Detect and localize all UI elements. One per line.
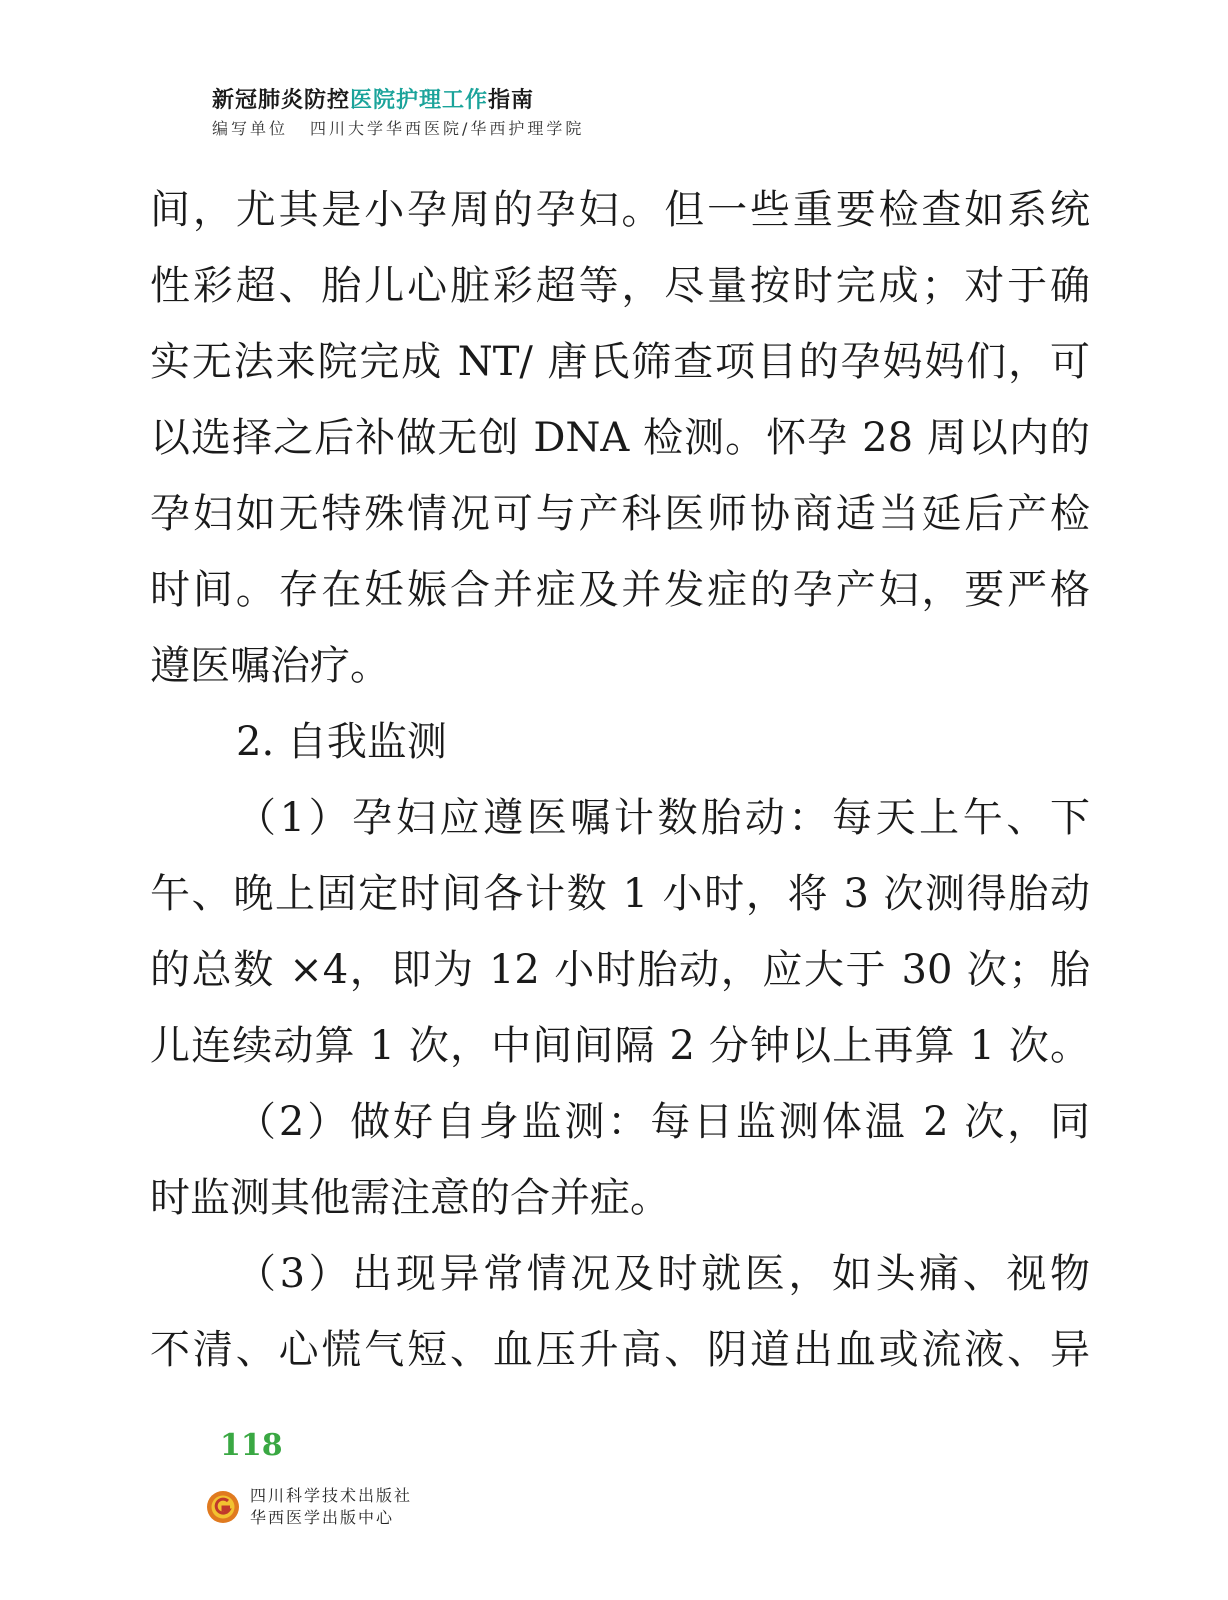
section-heading: 2. 自我监测 (236, 719, 447, 765)
text-line: 不清、心慌气短、血压升高、阴道出血或流液、异 (150, 1327, 1090, 1373)
text-line: 性彩超、胎儿心脏彩超等，尽量按时完成；对于确 (150, 263, 1090, 309)
text-line: 以选择之后补做无创 DNA 检测。怀孕 28 周以内的 (150, 415, 1090, 461)
text-line: 遵医嘱治疗。 (150, 643, 390, 689)
text-line: 间，尤其是小孕周的孕妇。但一些重要检查如系统 (150, 187, 1090, 233)
book-title-prefix: 新冠肺炎防控 (212, 88, 351, 113)
page-number: 118 (220, 1428, 283, 1463)
publisher-block (206, 1485, 412, 1529)
text-line: （1）孕妇应遵医嘱计数胎动：每天上午、下 (236, 795, 1090, 841)
author-org: 四川大学华西医院/华西护理学院 (310, 119, 585, 138)
book-title-accent: 医院护理工作 (350, 88, 489, 113)
text-line: 儿连续动算 1 次，中间间隔 2 分钟以上再算 1 次。 (150, 1023, 1090, 1069)
publisher-logo-icon (206, 1490, 240, 1524)
text-line: 午、晚上固定时间各计数 1 小时，将 3 次测得胎动 (150, 871, 1090, 917)
text-line: 的总数 ×4，即为 12 小时胎动，应大于 30 次；胎 (150, 947, 1090, 993)
running-header (212, 86, 584, 142)
author-label: 编写单位 (212, 119, 289, 138)
text-line: 实无法来院完成 NT/ 唐氏筛查项目的孕妈妈们，可 (150, 339, 1090, 385)
publisher-names (250, 1485, 412, 1529)
text-line: 时监测其他需注意的合并症。 (150, 1175, 670, 1221)
text-line: （2）做好自身监测：每日监测体温 2 次，同 (236, 1099, 1090, 1145)
body-text (150, 172, 1090, 1388)
text-line: （3）出现异常情况及时就医，如头痛、视物 (236, 1251, 1090, 1297)
publisher-line-2: 华西医学出版中心 (250, 1508, 395, 1527)
book-title (212, 86, 584, 116)
book-title-suffix: 指南 (488, 88, 535, 113)
author-line (212, 116, 584, 142)
text-line: 孕妇如无特殊情况可与产科医师协商适当延后产检 (150, 491, 1090, 537)
text-line: 时间。存在妊娠合并症及并发症的孕产妇，要严格 (150, 567, 1090, 613)
publisher-line-1: 四川科学技术出版社 (250, 1486, 413, 1505)
